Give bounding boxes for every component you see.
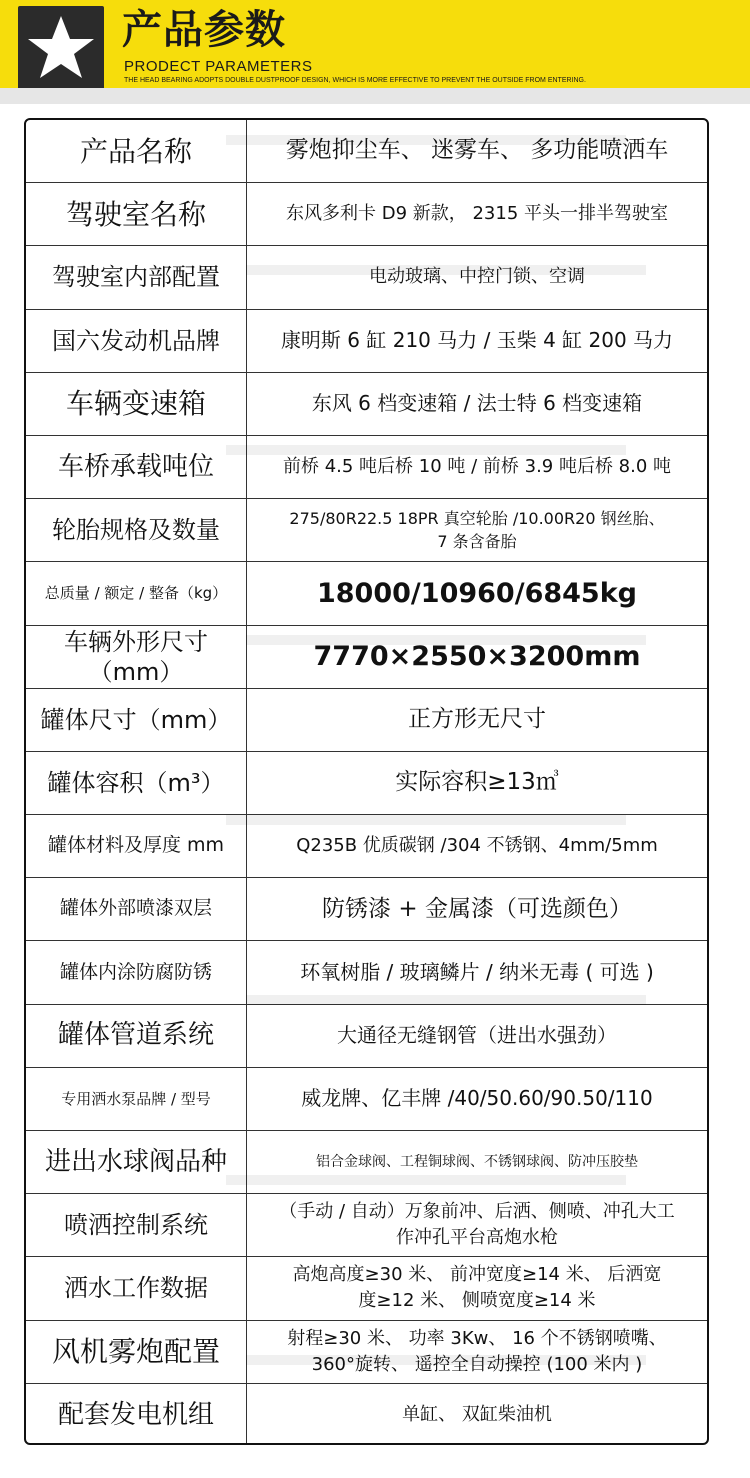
table-row: [26, 815, 707, 878]
param-label: 罐体内涂防腐防锈: [26, 941, 247, 1003]
table-row: [26, 562, 707, 625]
table-row: [26, 1131, 707, 1194]
table-row: [26, 1257, 707, 1320]
table-row: [26, 499, 707, 562]
table-row: [26, 1384, 707, 1445]
param-value: 环氧树脂 / 玻璃鳞片 / 纳米无毒 ( 可选 ): [300, 960, 654, 985]
param-value: 东风多利卡 D9 新款， 2315 平头一排半驾驶室: [285, 203, 668, 225]
param-value: 雾炮抑尘车、 迷雾车、 多功能喷洒车: [285, 137, 669, 164]
table-row: [26, 941, 707, 1004]
param-value: [247, 1257, 707, 1319]
page-title-english: PRODECT PARAMETERS: [124, 58, 313, 75]
table-row: [26, 436, 707, 499]
table-row: [26, 183, 707, 246]
parameter-table: [24, 118, 709, 1445]
table-row: [26, 120, 707, 183]
table-row: [26, 1005, 707, 1068]
param-value: 防锈漆 + 金属漆（可选颜色）: [322, 895, 632, 922]
param-label: 风机雾炮配置: [26, 1321, 247, 1383]
param-value: [247, 499, 707, 561]
table-row: [26, 626, 707, 689]
param-label: 驾驶室名称: [26, 183, 247, 245]
param-label: 罐体容积（m³）: [26, 752, 247, 814]
star-icon: [24, 12, 98, 82]
table-row: [26, 373, 707, 436]
param-label: 总质量 / 额定 / 整备（kg）: [26, 562, 247, 624]
param-value: 正方形无尺寸: [408, 706, 546, 733]
param-label: 产品名称: [26, 120, 247, 182]
param-label: 车辆变速箱: [26, 373, 247, 435]
table-row: [26, 246, 707, 309]
table-row: [26, 1194, 707, 1257]
param-value-line: 高炮高度≥30 米、 前冲宽度≥14 米、 后洒宽: [292, 1264, 662, 1286]
header-banner: [0, 0, 750, 88]
table-row: [26, 1321, 707, 1384]
param-label: 国六发动机品牌: [26, 310, 247, 372]
param-label: 罐体尺寸（mm）: [26, 689, 247, 751]
param-label: 驾驶室内部配置: [26, 246, 247, 308]
param-label: 罐体管道系统: [26, 1005, 247, 1067]
param-value: [247, 1321, 707, 1383]
param-label: 车桥承载吨位: [26, 436, 247, 498]
param-value: 东风 6 档变速箱 / 法士特 6 档变速箱: [311, 391, 643, 416]
param-value-line: 7 条含备胎: [437, 532, 517, 552]
param-label: 喷洒控制系统: [26, 1194, 247, 1256]
param-value: 7770×2550×3200mm: [313, 641, 641, 673]
param-label: 配套发电机组: [26, 1384, 247, 1445]
table-row: [26, 1068, 707, 1131]
star-badge: [18, 6, 104, 88]
table-row: [26, 310, 707, 373]
param-value: Q235B 优质碳钢 /304 不锈钢、4mm/5mm: [296, 835, 658, 857]
param-value-line: 射程≥30 米、 功率 3Kw、 16 个不锈钢喷嘴、: [287, 1327, 667, 1349]
param-label: 车辆外形尺寸（mm）: [26, 626, 247, 688]
param-value: 铝合金球阀、工程铜球阀、不锈钢球阀、防冲压胶垫: [316, 1153, 638, 1170]
param-value: 康明斯 6 缸 210 马力 / 玉柴 4 缸 200 马力: [280, 328, 674, 353]
param-label: 罐体材料及厚度 mm: [26, 815, 247, 877]
param-value-line: 275/80R22.5 18PR 真空轮胎 /10.00R20 钢丝胎、: [289, 509, 665, 529]
page-subtitle: THE HEAD BEARING ADOPTS DOUBLE DUSTPROOF DESIGN, WHICH IS MORE EFFECTIVE TO PREVENT THE OUTSIDE FROM ENTERING.: [124, 77, 586, 84]
param-value: 单缸、 双缸柴油机: [402, 1403, 552, 1425]
param-value-line: 度≥12 米、 侧喷宽度≥14 米: [358, 1290, 596, 1312]
param-label: 洒水工作数据: [26, 1257, 247, 1319]
page-title: 产品参数: [122, 7, 286, 53]
param-value: 实际容积≥13㎥: [395, 769, 559, 796]
param-value: 威龙牌、亿丰牌 /40/50.60/90.50/110: [301, 1086, 653, 1111]
table-row: [26, 878, 707, 941]
param-value: 大通径无缝钢管（进出水强劲）: [337, 1023, 617, 1048]
param-value-line: 作冲孔平台高炮水枪: [395, 1227, 558, 1249]
param-label: 轮胎规格及数量: [26, 499, 247, 561]
param-value: 前桥 4.5 吨后桥 10 吨 / 前桥 3.9 吨后桥 8.0 吨: [282, 455, 672, 477]
param-value: 电动玻璃、中控门锁、空调: [369, 266, 585, 288]
param-value: 18000/10960/6845kg: [316, 577, 638, 609]
param-label: 专用洒水泵品牌 / 型号: [26, 1068, 247, 1130]
param-value-line: （手动 / 自动）万象前冲、后洒、侧喷、冲孔大工: [279, 1201, 675, 1223]
header-divider: [0, 88, 750, 104]
table-row: [26, 689, 707, 752]
param-label: 罐体外部喷漆双层: [26, 878, 247, 940]
table-row: [26, 752, 707, 815]
param-value-line: 360°旋转、 遥控全自动操控 (100 米内 ): [311, 1353, 643, 1375]
param-label: 进出水球阀品种: [26, 1131, 247, 1193]
param-value: [247, 1194, 707, 1256]
